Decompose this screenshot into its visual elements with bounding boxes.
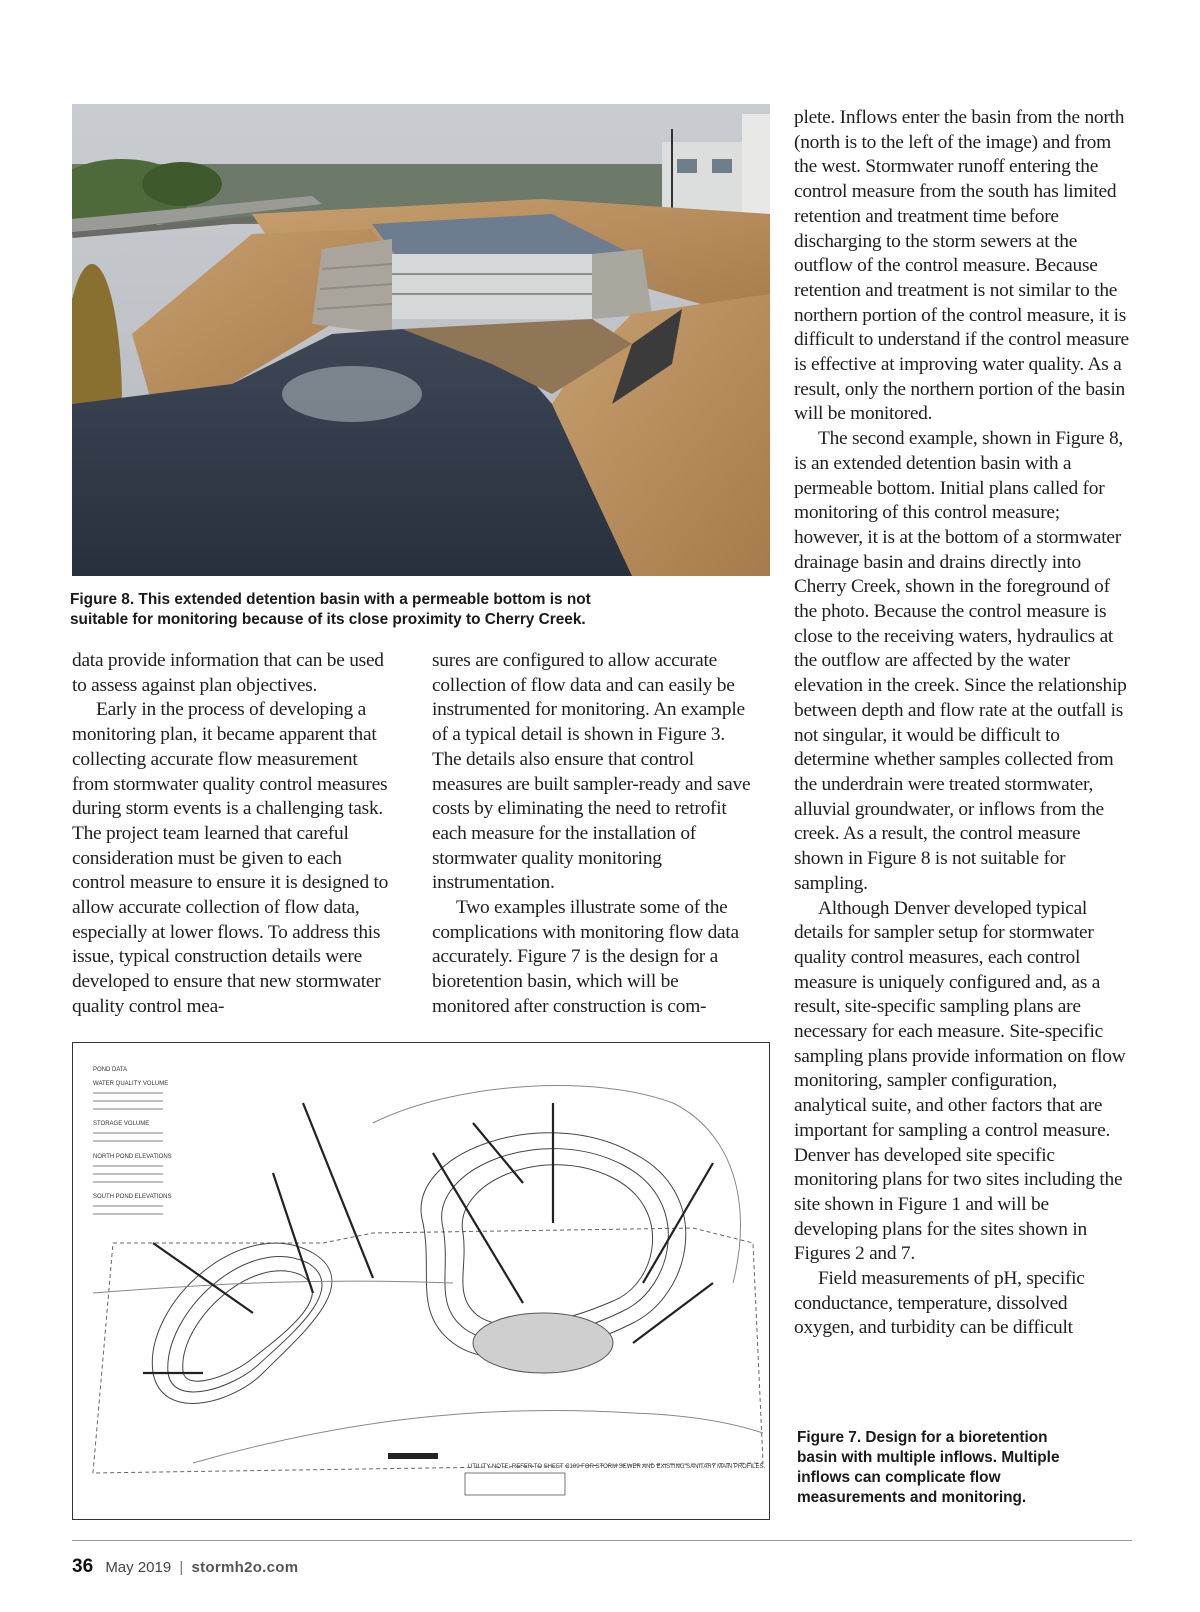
- text-column-left: [72, 649, 390, 1020]
- footer-divider: [72, 1540, 1132, 1541]
- page-number: 36: [72, 1556, 94, 1577]
- paragraph: plete. Inflows enter the basin from the north (north is to the left of the image) and from the west. Stormwater runoff entering the control measure from the south has limited retention and treatment time before discharging to the storm sewers at the outflow of the control measure. Because retention and treatment is not similar to the northern portion of the control measure, it is difficult to understand if the control measure is effective at improving water quality. As a result, only the northern portion of the basin will be monitored.: [794, 107, 1129, 425]
- paragraph: Two examples illustrate some of the complications with monitoring flow data accurately. Figure 7 is the design for a bioretention basin, which will be monitored after construction is com-: [432, 897, 739, 1017]
- detention-basin-illustration: [72, 104, 770, 576]
- drawing-label: POND DATA: [93, 1067, 128, 1073]
- paragraph: Early in the process of developing a monitoring plan, it became apparent that collecting accurate flow measurement from stormwater quality control measures during storm events is a challenging task. The project team learned that careful consideration must be given to each control measure to ensure it is designed to allow accurate collection of flow data, especially at lower flows. To address this issue, typical construction details were developed to ensure that new stormwater quality control mea-: [72, 699, 389, 1017]
- drawing-label: WATER QUALITY VOLUME: [93, 1081, 169, 1087]
- figure-7-design-drawing: [72, 1042, 770, 1520]
- drawing-label: NORTH POND ELEVATIONS: [93, 1154, 172, 1160]
- figure-7-caption-line-1: Figure 7. Design for a bioretention: [797, 1429, 1048, 1446]
- paragraph: The second example, shown in Figure 8, is an extended detention basin with a permeable bottom. Initial plans called for monitoring of this control measure; however, it is at the bottom of a stormwater drainage basin and drains directly into Cherry Creek, shown in the foreground of the photo. Because the control measure is close to the receiving waters, hydraulics at the outflow are affected by the water elevation in the creek. Since the relationship between depth and flow rate at the outfall is not singular, it would be difficult to determine whether samples collected from the underdrain were treated stormwater, alluvial groundwater, or inflows from the creek. As a result, the control measure shown in Figure 8 is not suitable for sampling.: [794, 428, 1127, 894]
- footer-separator: |: [179, 1559, 184, 1576]
- bioretention-basin-plan: [73, 1043, 770, 1520]
- text-column-right: [794, 106, 1129, 1341]
- website-link[interactable]: stormh2o.com: [191, 1559, 299, 1576]
- drawing-label: UTILITY NOTE: REFER TO SHEET C109 FOR STORM SEWER AND EXISTING SANITARY MAIN PROFILES.: [468, 1464, 766, 1470]
- paragraph: data provide information that can be used to assess against plan objectives.: [72, 650, 384, 696]
- figure-8-photo: [72, 104, 770, 576]
- figure-7-caption-line-4: measurements and monitoring.: [797, 1489, 1027, 1506]
- figure-8-caption: [70, 590, 670, 630]
- issue-date: May 2019: [105, 1559, 172, 1576]
- paragraph: sures are configured to allow accurate collection of flow data and can easily be instrumented for monitoring. An example of a typical detail is shown in Figure 3. The details also ensure that control measures are built sampler-ready and save costs by eliminating the need to retrofit each measure for the installation of stormwater quality monitoring instrumentation.: [432, 650, 751, 894]
- paragraph: Field measurements of pH, specific conductance, temperature, dissolved oxygen, and turbidity can be difficult: [794, 1268, 1085, 1339]
- drawing-label: SOUTH POND ELEVATIONS: [93, 1194, 172, 1200]
- figure-8-caption-line-1: Figure 8. This extended detention basin with a permeable bottom is not: [70, 591, 591, 608]
- text-column-middle: [432, 649, 758, 1020]
- page-footer: [72, 1556, 298, 1578]
- figure-7-caption: [797, 1428, 1097, 1508]
- figure-7-caption-line-3: inflows can complicate flow: [797, 1469, 1001, 1486]
- drawing-label: STORAGE VOLUME: [93, 1121, 150, 1127]
- paragraph: Although Denver developed typical details for sampler setup for stormwater quality control measures, each control measure is uniquely configured and, as a result, site-specific sampling plans are necessary for each measure. Site-specific sampling plans provide information on flow monitoring, sampler configuration, analytical suite, and other factors that are important for sampling a control measure. Denver has developed site specific monitoring plans for two sites including the site shown in Figure 1 and will be developing plans for the sites shown in Figures 2 and 7.: [794, 897, 1126, 1265]
- figure-8-caption-line-2: suitable for monitoring because of its close proximity to Cherry Creek.: [70, 611, 586, 628]
- figure-7-caption-line-2: basin with multiple inflows. Multiple: [797, 1449, 1060, 1466]
